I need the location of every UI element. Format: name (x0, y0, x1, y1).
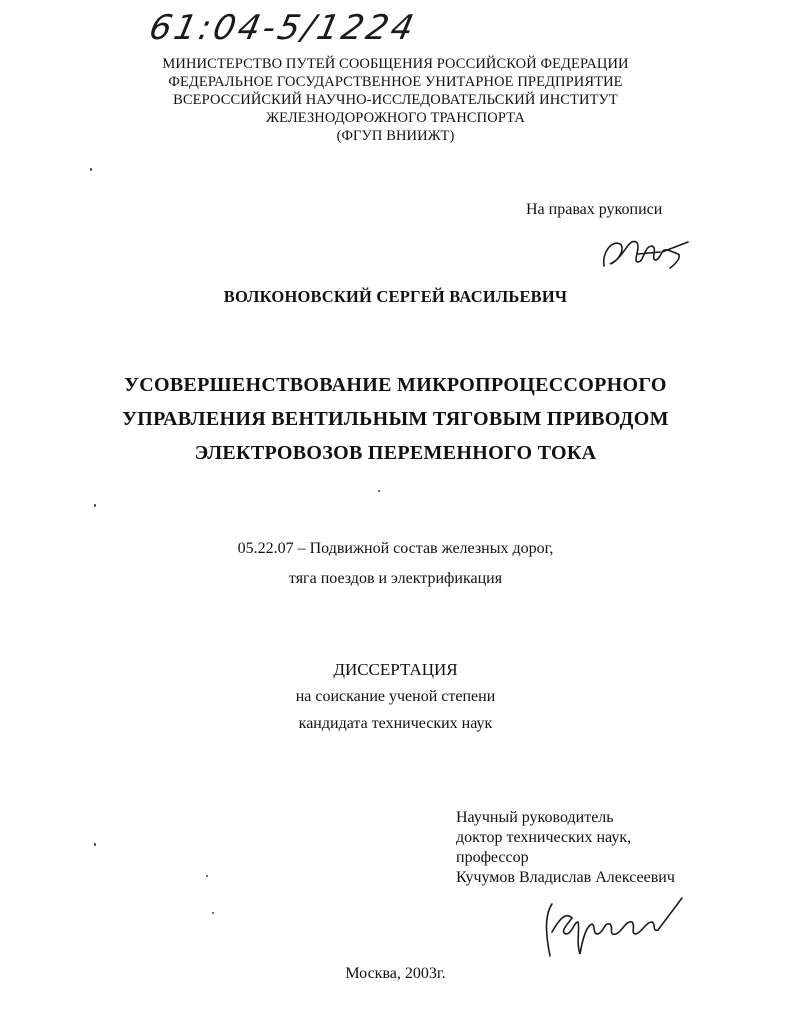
scan-speck (94, 504, 96, 507)
supervisor-degree: доктор технических наук, (456, 829, 632, 846)
specialty-line-2: тяга поездов и электрификация (288, 570, 503, 587)
thesis-degree-line-2: кандидата технических наук (298, 715, 493, 732)
title-line-2: УПРАВЛЕНИЯ ВЕНТИЛЬНЫМ ТЯГОВЫМ ПРИВОДОМ (122, 408, 669, 430)
header-line-abbreviation: (ФГУП ВНИИЖТ) (336, 128, 455, 144)
organization-header (0, 55, 791, 145)
scan-speck (94, 843, 96, 846)
scan-speck (206, 875, 208, 877)
thesis-type: ДИССЕРТАЦИЯ (333, 660, 458, 679)
city-year: Москва, 2003г. (345, 965, 446, 982)
supervisor-signature (536, 892, 686, 964)
thesis-degree-line-1: на соискание ученой степени (295, 688, 496, 705)
scan-speck (90, 168, 92, 171)
header-line-institute: ВСЕРОССИЙСКИЙ НАУЧНО-ИССЛЕДОВАТЕЛЬСКИЙ ИНСТИТУТ (173, 92, 618, 108)
author-signature (598, 232, 694, 274)
title-line-3: ЭЛЕКТРОВОЗОВ ПЕРЕМЕННОГО ТОКА (194, 442, 597, 464)
author-name: ВОЛКОНОВСКИЙ СЕРГЕЙ ВАСИЛЬЕВИЧ (223, 287, 568, 306)
supervisor-name: Кучумов Владислав Алексеевич (456, 869, 675, 886)
header-line-enterprise: ФЕДЕРАЛЬНОЕ ГОСУДАРСТВЕННОЕ УНИТАРНОЕ ПРЕДПРИЯТИЕ (168, 74, 623, 90)
supervisor-block (456, 808, 675, 888)
title-line-1: УСОВЕРШЕНСТВОВАНИЕ МИКРОПРОЦЕССОРНОГО (124, 374, 667, 396)
specialty (0, 534, 791, 594)
header-line-ministry: МИНИСТЕРСТВО ПУТЕЙ СООБЩЕНИЯ РОССИЙСКОЙ ФЕДЕРАЦИИ (162, 56, 629, 72)
thesis-block (0, 656, 791, 737)
dissertation-title (0, 368, 791, 470)
manuscript-rights: На правах рукописи (526, 201, 663, 218)
header-line-transport: ЖЕЛЕЗНОДОРОЖНОГО ТРАНСПОРТА (266, 110, 525, 126)
scan-speck (212, 912, 214, 914)
supervisor-title: профессор (456, 849, 529, 866)
scan-speck (378, 490, 380, 492)
supervisor-role: Научный руководитель (456, 809, 614, 826)
specialty-line-1: 05.22.07 – Подвижной состав железных дорог, (237, 540, 554, 557)
archive-code: 61:04-5/1224 (145, 8, 421, 48)
